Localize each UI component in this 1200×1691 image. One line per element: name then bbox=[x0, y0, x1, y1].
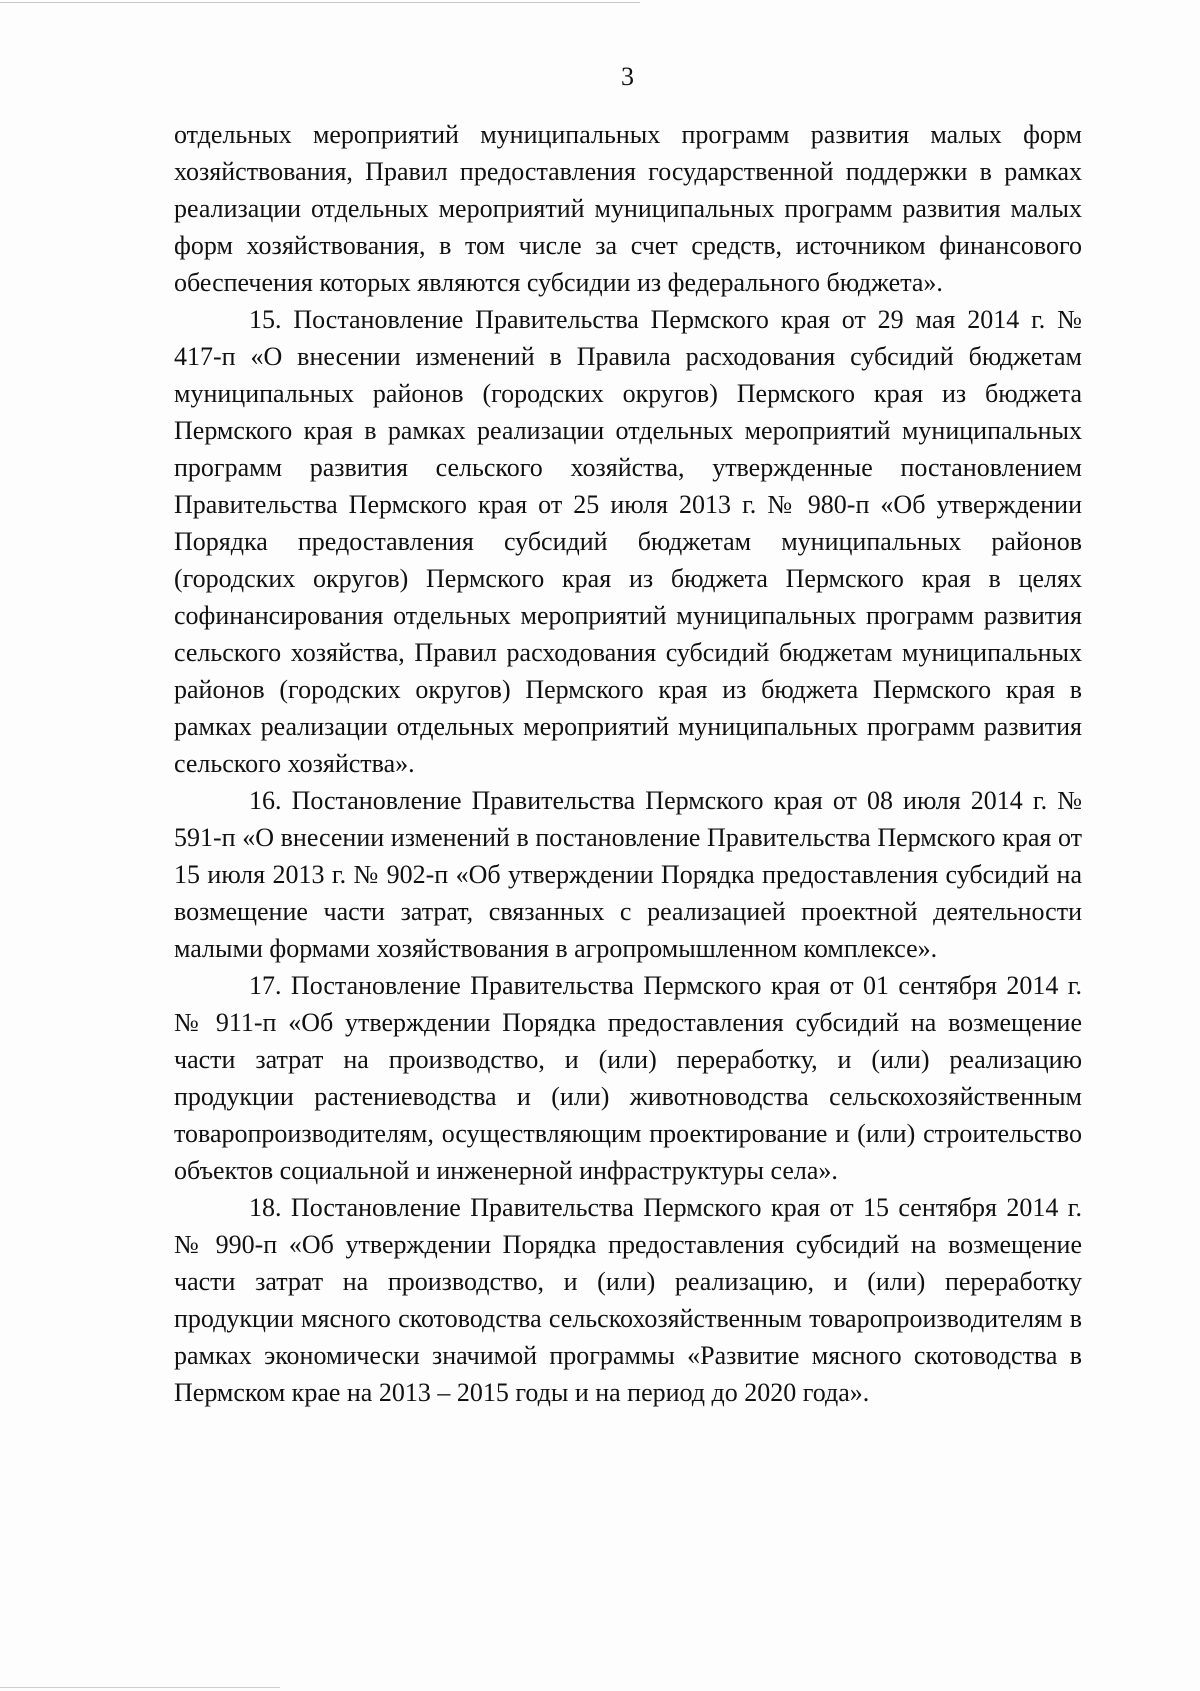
page-number: 3 bbox=[621, 62, 634, 91]
paragraph-item-17: 17. Постановление Правительства Пермского края от 01 сентября 2014 г. № 911-п «Об утверждении Порядка предоставления субсидий на возмещение части затрат на производство, и (или) переработку, и (или) реализацию продукции растениеводства и (или) животноводства сельскохозяйственным товаропроизводителям, осуществляющим проектирование и (или) строительство объектов социальной и инженерной инфраструктуры села». bbox=[174, 971, 1082, 1185]
scan-edge-bottom bbox=[0, 1687, 280, 1688]
paragraph-item-18: 18. Постановление Правительства Пермского края от 15 сентября 2014 г. № 990-п «Об утверждении Порядка предоставления субсидий на возмещение части затрат на производство, и (или) реализацию, и (или) переработку продукции мясного скотоводства сельскохозяйственным товаропроизводителям в рамках экономически значимой программы «Развитие мясного скотоводства в Пермском крае на 2013 – 2015 годы и на период до 2020 года». bbox=[174, 1193, 1082, 1407]
paragraph-continuation: отдельных мероприятий муниципальных программ развития малых форм хозяйствования, Правил предоставления государственной поддержки в рамках реализации отдельных мероприятий муниципальных программ развития малых форм хозяйствования, в том числе за счет средств, источником финансового обеспечения которых являются субсидии из федерального бюджета». bbox=[174, 120, 1082, 297]
scan-edge-top bbox=[0, 2, 640, 3]
paragraph-item-16: 16. Постановление Правительства Пермского края от 08 июля 2014 г. № 591-п «О внесении изменений в постановление Правительства Пермского края от 15 июля 2013 г. № 902-п «Об утверждении Порядка предоставления субсидий на возмещение части затрат, связанных с реализацией проектной деятельности малыми формами хозяйствования в агропромышленном комплексе». bbox=[174, 786, 1082, 963]
document-body bbox=[174, 116, 1082, 1411]
paragraph-item-15: 15. Постановление Правительства Пермского края от 29 мая 2014 г. № 417-п «О внесении изменений в Правила расходования субсидий бюджетам муниципальных районов (городских округов) Пермского края из бюджета Пермского края в рамках реализации отдельных мероприятий муниципальных программ развития сельского хозяйства, утвержденные постановлением Правительства Пермского края от 25 июля 2013 г. № 980-п «Об утверждении Порядка предоставления субсидий бюджетам муниципальных районов (городских округов) Пермского края из бюджета Пермского края в целях софинансирования отдельных мероприятий муниципальных программ развития сельского хозяйства, Правил расходования субсидий бюджетам муниципальных районов (городских округов) Пермского края из бюджета Пермского края в рамках реализации отдельных мероприятий муниципальных программ развития сельского хозяйства». bbox=[174, 305, 1082, 778]
